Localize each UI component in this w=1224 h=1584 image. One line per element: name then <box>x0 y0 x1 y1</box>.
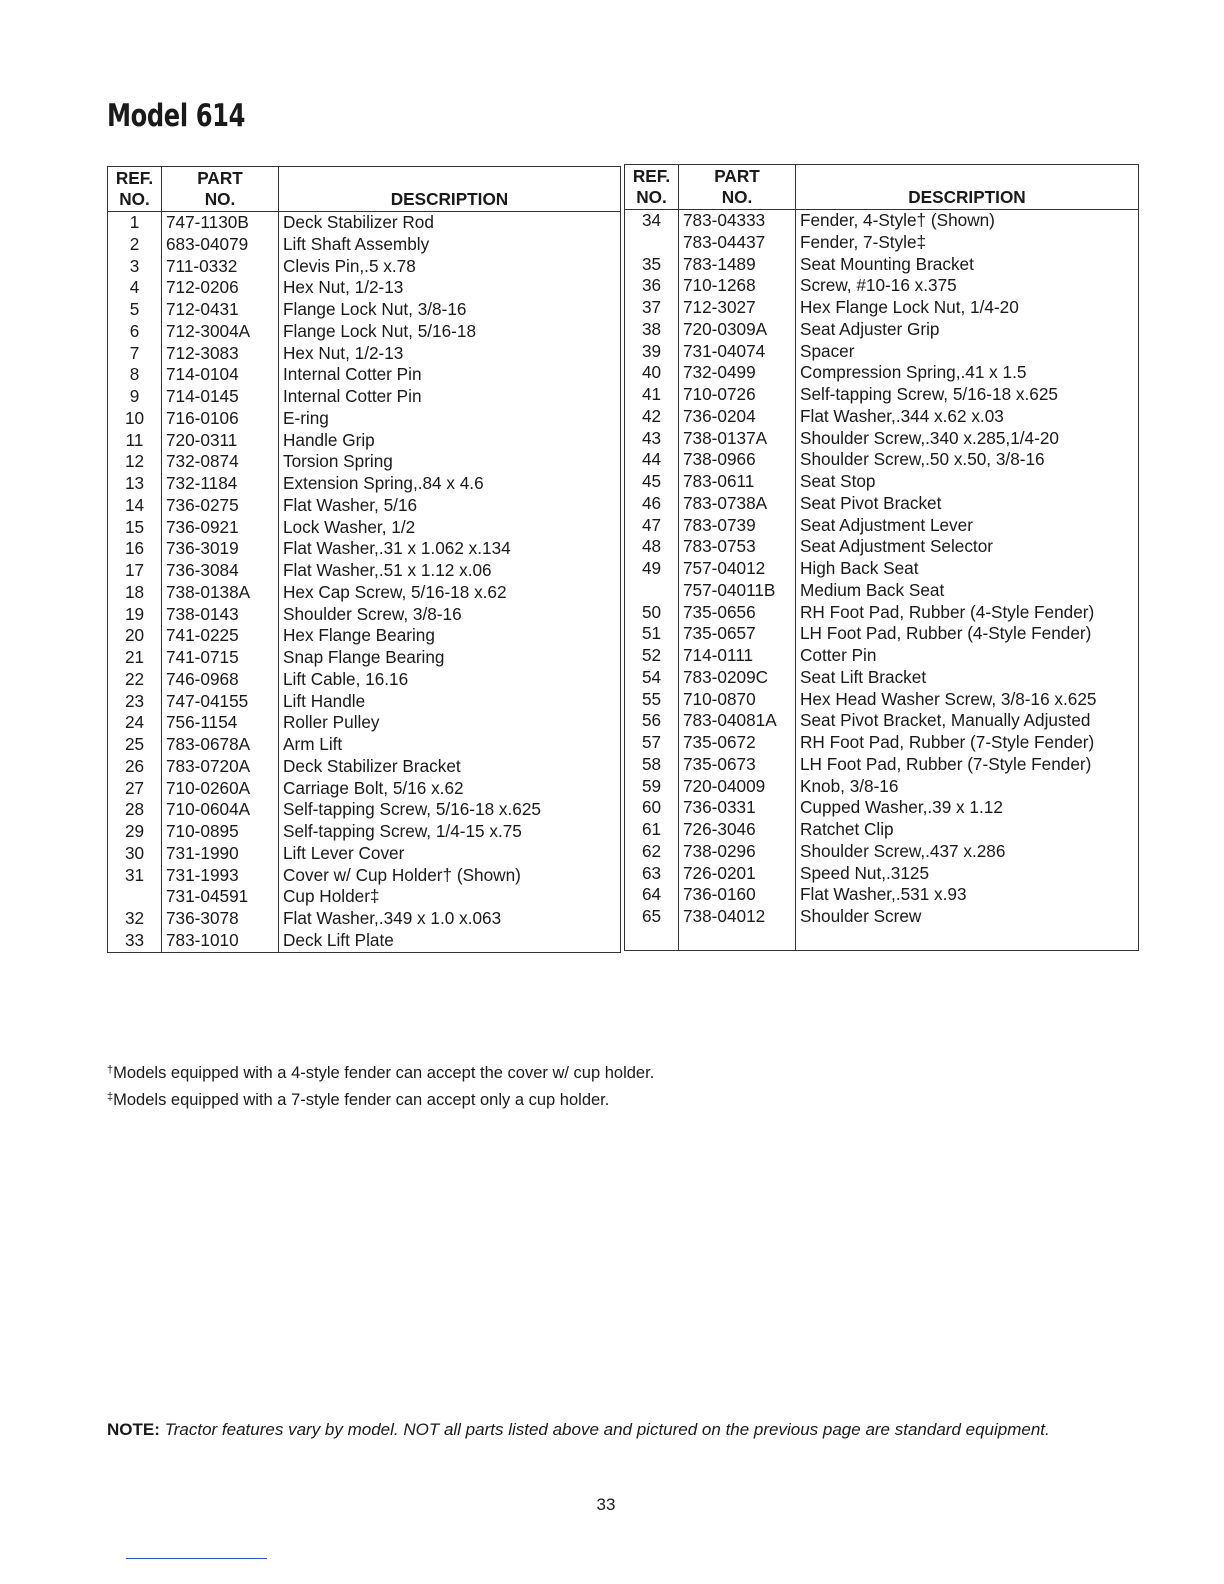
ref-no-cell: 22 <box>108 669 162 691</box>
ref-no-cell: 48 <box>625 536 679 558</box>
description-cell: LH Foot Pad, Rubber (4-Style Fender) <box>796 623 1139 645</box>
part-no-cell: 726-0201 <box>679 863 796 885</box>
table-row <box>625 863 1139 885</box>
ref-no-cell: 59 <box>625 776 679 798</box>
empty-cell <box>625 928 679 950</box>
description-cell: RH Foot Pad, Rubber (7-Style Fender) <box>796 732 1139 754</box>
part-no-cell: 735-0673 <box>679 754 796 776</box>
ref-no-cell: 16 <box>108 538 162 560</box>
description-cell: Speed Nut,.3125 <box>796 863 1139 885</box>
description-header: DESCRIPTION <box>796 165 1139 210</box>
description-cell: Flat Washer, 5/16 <box>279 495 621 517</box>
description-cell: E-ring <box>279 408 621 430</box>
ref-no-cell: 44 <box>625 449 679 471</box>
ref-no-header: REF. NO. <box>625 165 679 210</box>
part-no-cell: 710-0726 <box>679 384 796 406</box>
ref-no-cell: 55 <box>625 689 679 711</box>
part-no-cell: 738-04012 <box>679 906 796 928</box>
description-cell: Deck Lift Plate <box>279 930 621 952</box>
description-cell: Deck Stabilizer Rod <box>279 212 621 234</box>
description-cell: Cupped Washer,.39 x 1.12 <box>796 797 1139 819</box>
description-cell: Lift Handle <box>279 691 621 713</box>
part-no-cell: 783-04437 <box>679 232 796 254</box>
table-row <box>108 408 621 430</box>
description-cell: Flat Washer,.531 x.93 <box>796 884 1139 906</box>
table-row <box>625 341 1139 363</box>
part-no-cell: 714-0145 <box>162 386 279 408</box>
table-row <box>625 776 1139 798</box>
part-no-cell: 736-3084 <box>162 560 279 582</box>
description-cell: Hex Head Washer Screw, 3/8-16 x.625 <box>796 689 1139 711</box>
table-row <box>625 536 1139 558</box>
part-no-cell: 783-0678A <box>162 734 279 756</box>
part-no-cell: 710-0604A <box>162 799 279 821</box>
description-cell: Hex Nut, 1/2-13 <box>279 277 621 299</box>
description-cell: Shoulder Screw,.50 x.50, 3/8-16 <box>796 449 1139 471</box>
ref-no-cell: 34 <box>625 210 679 232</box>
ref-no-cell: 64 <box>625 884 679 906</box>
ref-no-cell <box>625 232 679 254</box>
ref-no-cell: 58 <box>625 754 679 776</box>
ref-no-cell <box>108 886 162 908</box>
description-cell: Medium Back Seat <box>796 580 1139 602</box>
table-row <box>625 906 1139 928</box>
table-row <box>625 362 1139 384</box>
part-no-cell: 712-0206 <box>162 277 279 299</box>
description-cell: Seat Adjuster Grip <box>796 319 1139 341</box>
description-cell: Hex Flange Lock Nut, 1/4-20 <box>796 297 1139 319</box>
table-row <box>625 384 1139 406</box>
description-cell: Seat Mounting Bracket <box>796 254 1139 276</box>
table-row <box>108 691 621 713</box>
part-no-cell: 783-0738A <box>679 493 796 515</box>
table-header-row <box>625 165 1139 210</box>
description-cell: Flat Washer,.51 x 1.12 x.06 <box>279 560 621 582</box>
table-row <box>108 321 621 343</box>
table-row <box>108 560 621 582</box>
ref-no-cell: 35 <box>625 254 679 276</box>
part-no-cell: 783-0753 <box>679 536 796 558</box>
part-no-cell: 736-0204 <box>679 406 796 428</box>
ref-no-cell: 51 <box>625 623 679 645</box>
ref-no-cell: 28 <box>108 799 162 821</box>
part-no-cell: 738-0138A <box>162 582 279 604</box>
ref-no-cell: 7 <box>108 343 162 365</box>
table-row <box>108 517 621 539</box>
description-cell: RH Foot Pad, Rubber (4-Style Fender) <box>796 602 1139 624</box>
table-row <box>625 471 1139 493</box>
table-row <box>108 821 621 843</box>
page-number: 33 <box>596 1495 616 1514</box>
description-cell: Seat Stop <box>796 471 1139 493</box>
part-no-cell: 731-1990 <box>162 843 279 865</box>
ref-no-cell: 42 <box>625 406 679 428</box>
table-row <box>625 319 1139 341</box>
ref-no-cell: 25 <box>108 734 162 756</box>
description-cell: Internal Cotter Pin <box>279 364 621 386</box>
description-cell: Lift Shaft Assembly <box>279 234 621 256</box>
part-no-cell: 710-0260A <box>162 778 279 800</box>
description-cell: Lock Washer, 1/2 <box>279 517 621 539</box>
table-row <box>625 884 1139 906</box>
part-no-cell: 712-3004A <box>162 321 279 343</box>
description-cell: Flange Lock Nut, 5/16-18 <box>279 321 621 343</box>
ref-no-cell: 6 <box>108 321 162 343</box>
ref-no-cell: 27 <box>108 778 162 800</box>
table-row <box>625 819 1139 841</box>
part-no-cell: 683-04079 <box>162 234 279 256</box>
ref-no-cell: 14 <box>108 495 162 517</box>
description-cell: Self-tapping Screw, 1/4-15 x.75 <box>279 821 621 843</box>
part-no-cell: 710-1268 <box>679 275 796 297</box>
table-row <box>108 756 621 778</box>
ref-no-cell: 52 <box>625 645 679 667</box>
table-row <box>625 797 1139 819</box>
table-row <box>108 908 621 930</box>
description-cell: Hex Cap Screw, 5/16-18 x.62 <box>279 582 621 604</box>
ref-no-cell: 43 <box>625 428 679 450</box>
description-cell: Seat Adjustment Selector <box>796 536 1139 558</box>
ref-no-cell: 8 <box>108 364 162 386</box>
description-cell: Shoulder Screw <box>796 906 1139 928</box>
ref-no-cell: 31 <box>108 865 162 887</box>
ref-no-cell: 3 <box>108 256 162 278</box>
table-row <box>108 364 621 386</box>
table-row <box>108 277 621 299</box>
table-row <box>625 493 1139 515</box>
description-cell: Self-tapping Screw, 5/16-18 x.625 <box>796 384 1139 406</box>
part-no-cell: 747-04155 <box>162 691 279 713</box>
description-cell: Lift Cable, 16.16 <box>279 669 621 691</box>
part-no-cell: 757-04012 <box>679 558 796 580</box>
part-no-cell: 738-0966 <box>679 449 796 471</box>
description-cell: Arm Lift <box>279 734 621 756</box>
ref-no-cell: 49 <box>625 558 679 580</box>
ref-no-cell: 15 <box>108 517 162 539</box>
part-no-cell: 738-0143 <box>162 604 279 626</box>
ref-no-cell: 57 <box>625 732 679 754</box>
description-cell: Screw, #10-16 x.375 <box>796 275 1139 297</box>
part-no-cell: 757-04011B <box>679 580 796 602</box>
ref-no-cell: 54 <box>625 667 679 689</box>
description-cell: Flat Washer,.349 x 1.0 x.063 <box>279 908 621 930</box>
table-row <box>625 406 1139 428</box>
description-cell: Ratchet Clip <box>796 819 1139 841</box>
description-cell: Torsion Spring <box>279 451 621 473</box>
description-cell: Seat Pivot Bracket <box>796 493 1139 515</box>
description-cell: Cover w/ Cup Holder† (Shown) <box>279 865 621 887</box>
ref-no-cell: 26 <box>108 756 162 778</box>
part-no-cell: 783-04081A <box>679 710 796 732</box>
ref-no-cell: 39 <box>625 341 679 363</box>
table-row <box>625 580 1139 602</box>
part-no-cell: 746-0968 <box>162 669 279 691</box>
description-cell: High Back Seat <box>796 558 1139 580</box>
table-row <box>108 886 621 908</box>
table-row <box>108 473 621 495</box>
table-row <box>108 451 621 473</box>
ref-no-cell: 45 <box>625 471 679 493</box>
ref-no-cell: 17 <box>108 560 162 582</box>
footnote-double-dagger: ‡Models equipped with a 7-style fender can accept only a cup holder. <box>107 1091 610 1109</box>
description-cell: Shoulder Screw, 3/8-16 <box>279 604 621 626</box>
description-cell: Snap Flange Bearing <box>279 647 621 669</box>
part-no-cell: 783-1010 <box>162 930 279 952</box>
part-no-cell: 716-0106 <box>162 408 279 430</box>
ref-no-cell: 38 <box>625 319 679 341</box>
ref-no-cell: 36 <box>625 275 679 297</box>
description-cell: Deck Stabilizer Bracket <box>279 756 621 778</box>
ref-no-cell: 2 <box>108 234 162 256</box>
table-row <box>625 754 1139 776</box>
table-row <box>625 275 1139 297</box>
description-cell: LH Foot Pad, Rubber (7-Style Fender) <box>796 754 1139 776</box>
part-no-cell: 783-0209C <box>679 667 796 689</box>
part-no-cell: 732-0874 <box>162 451 279 473</box>
table-row <box>108 299 621 321</box>
table-row <box>108 625 621 647</box>
description-cell: Flange Lock Nut, 3/8-16 <box>279 299 621 321</box>
part-no-cell: 736-0160 <box>679 884 796 906</box>
table-row <box>108 669 621 691</box>
part-no-cell: 720-04009 <box>679 776 796 798</box>
part-no-cell: 736-0921 <box>162 517 279 539</box>
table-row <box>625 210 1139 232</box>
table-row <box>108 734 621 756</box>
part-no-cell: 783-0739 <box>679 515 796 537</box>
table-row <box>108 582 621 604</box>
table-row <box>108 865 621 887</box>
table-row <box>625 623 1139 645</box>
ref-no-cell: 32 <box>108 908 162 930</box>
description-cell: Internal Cotter Pin <box>279 386 621 408</box>
table-row <box>625 710 1139 732</box>
table-row <box>625 645 1139 667</box>
ref-no-cell: 63 <box>625 863 679 885</box>
ref-no-cell: 60 <box>625 797 679 819</box>
table-row <box>108 712 621 734</box>
description-cell: Hex Nut, 1/2-13 <box>279 343 621 365</box>
part-no-cell: 710-0895 <box>162 821 279 843</box>
part-no-cell: 731-04074 <box>679 341 796 363</box>
part-no-cell: 731-1993 <box>162 865 279 887</box>
ref-no-cell: 62 <box>625 841 679 863</box>
ref-no-cell: 40 <box>625 362 679 384</box>
description-cell: Fender, 7-Style‡ <box>796 232 1139 254</box>
ref-no-cell: 65 <box>625 906 679 928</box>
empty-cell <box>679 928 796 950</box>
description-cell: Fender, 4-Style† (Shown) <box>796 210 1139 232</box>
table-row <box>108 647 621 669</box>
description-cell: Compression Spring,.41 x 1.5 <box>796 362 1139 384</box>
page-title: Model 614 <box>107 98 246 134</box>
table-row <box>108 212 621 234</box>
ref-no-cell: 11 <box>108 430 162 452</box>
ref-no-cell: 12 <box>108 451 162 473</box>
table-row <box>625 558 1139 580</box>
description-cell: Cup Holder‡ <box>279 886 621 908</box>
part-no-cell: 711-0332 <box>162 256 279 278</box>
ref-no-cell <box>625 580 679 602</box>
ref-no-cell: 20 <box>108 625 162 647</box>
part-no-cell: 741-0225 <box>162 625 279 647</box>
ref-no-cell: 61 <box>625 819 679 841</box>
table-row <box>108 604 621 626</box>
table-row <box>108 256 621 278</box>
table-row <box>625 449 1139 471</box>
footnote-dagger: †Models equipped with a 4-style fender can accept the cover w/ cup holder. <box>107 1064 655 1082</box>
part-no-cell: 783-0611 <box>679 471 796 493</box>
table-row <box>108 843 621 865</box>
part-no-cell: 710-0870 <box>679 689 796 711</box>
ref-no-cell: 1 <box>108 212 162 234</box>
part-no-cell: 783-0720A <box>162 756 279 778</box>
part-no-cell: 738-0296 <box>679 841 796 863</box>
table-row <box>625 297 1139 319</box>
part-no-header: PART NO. <box>162 167 279 212</box>
parts-table-right <box>624 164 1139 951</box>
table-row <box>108 930 621 952</box>
part-no-cell: 714-0111 <box>679 645 796 667</box>
part-no-cell: 756-1154 <box>162 712 279 734</box>
description-cell: Flat Washer,.31 x 1.062 x.134 <box>279 538 621 560</box>
table-row <box>625 254 1139 276</box>
part-no-cell: 747-1130B <box>162 212 279 234</box>
description-cell: Handle Grip <box>279 430 621 452</box>
part-no-cell: 732-0499 <box>679 362 796 384</box>
ref-no-cell: 50 <box>625 602 679 624</box>
part-no-cell: 720-0309A <box>679 319 796 341</box>
ref-no-cell: 9 <box>108 386 162 408</box>
table-filler-row <box>625 928 1139 950</box>
empty-cell <box>796 928 1139 950</box>
description-cell: Self-tapping Screw, 5/16-18 x.625 <box>279 799 621 821</box>
description-cell: Roller Pulley <box>279 712 621 734</box>
ref-no-cell: 4 <box>108 277 162 299</box>
part-no-cell: 714-0104 <box>162 364 279 386</box>
part-no-cell: 738-0137A <box>679 428 796 450</box>
description-cell: Hex Flange Bearing <box>279 625 621 647</box>
note-label: NOTE: <box>107 1420 160 1439</box>
parts-table-left <box>107 166 621 953</box>
ref-no-cell: 29 <box>108 821 162 843</box>
description-cell: Carriage Bolt, 5/16 x.62 <box>279 778 621 800</box>
table-row <box>108 386 621 408</box>
table-row <box>625 732 1139 754</box>
table-header-row <box>108 167 621 212</box>
description-cell: Knob, 3/8-16 <box>796 776 1139 798</box>
table-row <box>625 689 1139 711</box>
part-no-cell: 712-0431 <box>162 299 279 321</box>
part-no-cell: 735-0657 <box>679 623 796 645</box>
table-row <box>625 515 1139 537</box>
ref-no-cell: 56 <box>625 710 679 732</box>
ref-no-cell: 13 <box>108 473 162 495</box>
table-row <box>625 602 1139 624</box>
description-cell: Spacer <box>796 341 1139 363</box>
ref-no-cell: 24 <box>108 712 162 734</box>
part-no-cell: 736-3078 <box>162 908 279 930</box>
part-no-cell: 712-3083 <box>162 343 279 365</box>
table-row <box>625 667 1139 689</box>
description-cell: Flat Washer,.344 x.62 x.03 <box>796 406 1139 428</box>
table-row <box>108 778 621 800</box>
description-cell: Seat Pivot Bracket, Manually Adjusted <box>796 710 1139 732</box>
part-no-header: PART NO. <box>679 165 796 210</box>
part-no-cell: 736-0331 <box>679 797 796 819</box>
part-no-cell: 741-0715 <box>162 647 279 669</box>
part-no-cell: 783-04333 <box>679 210 796 232</box>
part-no-cell: 726-3046 <box>679 819 796 841</box>
table-row <box>108 799 621 821</box>
description-cell: Shoulder Screw,.340 x.285,1/4-20 <box>796 428 1139 450</box>
ref-no-cell: 46 <box>625 493 679 515</box>
part-no-cell: 783-1489 <box>679 254 796 276</box>
description-cell: Seat Adjustment Lever <box>796 515 1139 537</box>
ref-no-cell: 5 <box>108 299 162 321</box>
ref-no-cell: 23 <box>108 691 162 713</box>
part-no-cell: 720-0311 <box>162 430 279 452</box>
note-text: Tractor features vary by model. NOT all parts listed above and pictured on the previous page are standard equipment. <box>164 1420 1050 1439</box>
part-no-cell: 735-0672 <box>679 732 796 754</box>
table-row <box>625 428 1139 450</box>
part-no-cell: 731-04591 <box>162 886 279 908</box>
table-row <box>108 538 621 560</box>
description-cell: Cotter Pin <box>796 645 1139 667</box>
description-cell: Shoulder Screw,.437 x.286 <box>796 841 1139 863</box>
ref-no-cell: 41 <box>625 384 679 406</box>
description-cell: Seat Lift Bracket <box>796 667 1139 689</box>
part-no-cell: 712-3027 <box>679 297 796 319</box>
table-row <box>108 234 621 256</box>
part-no-cell: 735-0656 <box>679 602 796 624</box>
table-row <box>625 232 1139 254</box>
table-row <box>108 495 621 517</box>
ref-no-header: REF. NO. <box>108 167 162 212</box>
ref-no-cell: 18 <box>108 582 162 604</box>
ref-no-cell: 21 <box>108 647 162 669</box>
description-header: DESCRIPTION <box>279 167 621 212</box>
ref-no-cell: 37 <box>625 297 679 319</box>
description-cell: Clevis Pin,.5 x.78 <box>279 256 621 278</box>
part-no-cell: 736-3019 <box>162 538 279 560</box>
ref-no-cell: 33 <box>108 930 162 952</box>
equipment-note <box>107 1420 1050 1440</box>
footer-rule <box>126 1558 267 1559</box>
table-row <box>108 430 621 452</box>
description-cell: Lift Lever Cover <box>279 843 621 865</box>
part-no-cell: 732-1184 <box>162 473 279 495</box>
description-cell: Extension Spring,.84 x 4.6 <box>279 473 621 495</box>
footnotes <box>107 1058 654 1112</box>
ref-no-cell: 19 <box>108 604 162 626</box>
table-row <box>108 343 621 365</box>
table-row <box>625 841 1139 863</box>
part-no-cell: 736-0275 <box>162 495 279 517</box>
ref-no-cell: 10 <box>108 408 162 430</box>
ref-no-cell: 47 <box>625 515 679 537</box>
ref-no-cell: 30 <box>108 843 162 865</box>
